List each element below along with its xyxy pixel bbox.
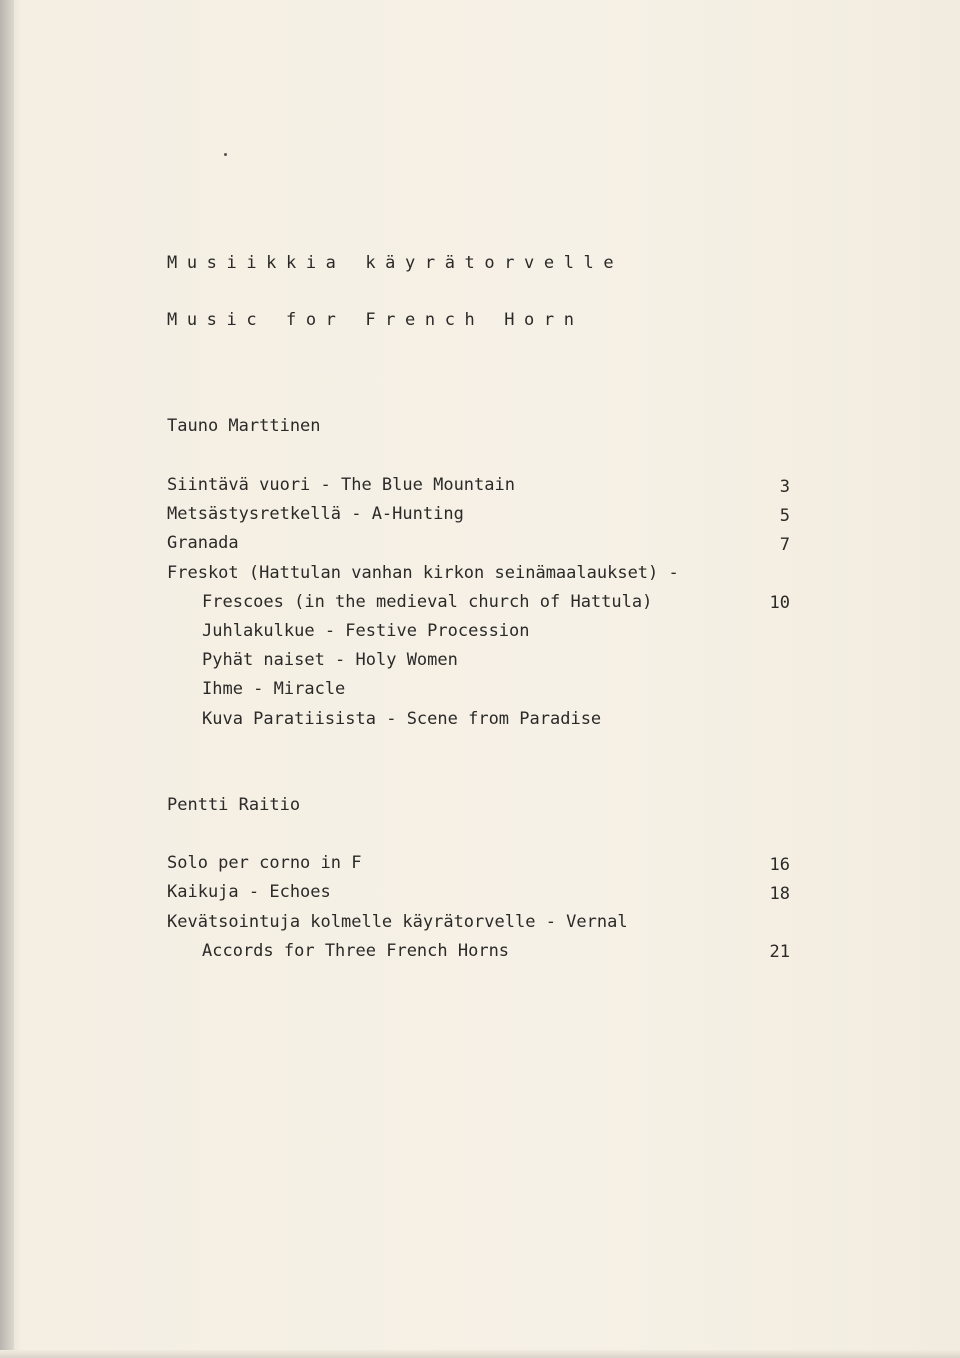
page-bottom-edge: [0, 1350, 960, 1358]
toc-entry-subtitle: Frescoes (in the medieval church of Hattula): [202, 592, 653, 612]
paper-speck: [224, 153, 227, 156]
toc-entry: Kevätsointuja kolmelle käyrätorvelle - Vernal: [167, 912, 628, 932]
toc-sub-entry: Kuva Paratiisista - Scene from Paradise: [202, 709, 602, 729]
toc-entry-subtitle: Accords for Three French Horns: [202, 941, 510, 961]
toc-page-number: 3: [779, 477, 790, 497]
toc-page-number: 18: [769, 884, 790, 904]
toc-page-number: 16: [769, 855, 790, 875]
toc-page-number: 21: [769, 942, 790, 962]
toc-page-number: 10: [769, 593, 790, 613]
toc-sub-entry: Ihme - Miracle: [202, 679, 346, 699]
composer-name: Pentti Raitio: [167, 795, 301, 815]
toc-sub-entry: Pyhät naiset - Holy Women: [202, 650, 458, 670]
composer-name: Tauno Marttinen: [167, 416, 321, 436]
toc-entry: Metsästysretkellä - A-Hunting: [167, 504, 464, 524]
toc-entry: Granada: [167, 533, 239, 553]
toc-entry: Siintävä vuori - The Blue Mountain: [167, 475, 515, 495]
toc-entry: Solo per corno in F: [167, 853, 362, 873]
toc-sub-entry: Juhlakulkue - Festive Procession: [202, 621, 530, 641]
title-finnish: Musiikkia käyrätorvelle: [167, 253, 624, 273]
title-english: Music for French Horn: [167, 310, 584, 330]
toc-page-number: 7: [779, 535, 790, 555]
toc-entry: Freskot (Hattulan vanhan kirkon seinämaalaukset) -: [167, 563, 679, 583]
toc-entry: Kaikuja - Echoes: [167, 882, 331, 902]
page-binding-edge: [0, 0, 14, 1358]
toc-page-number: 5: [779, 506, 790, 526]
